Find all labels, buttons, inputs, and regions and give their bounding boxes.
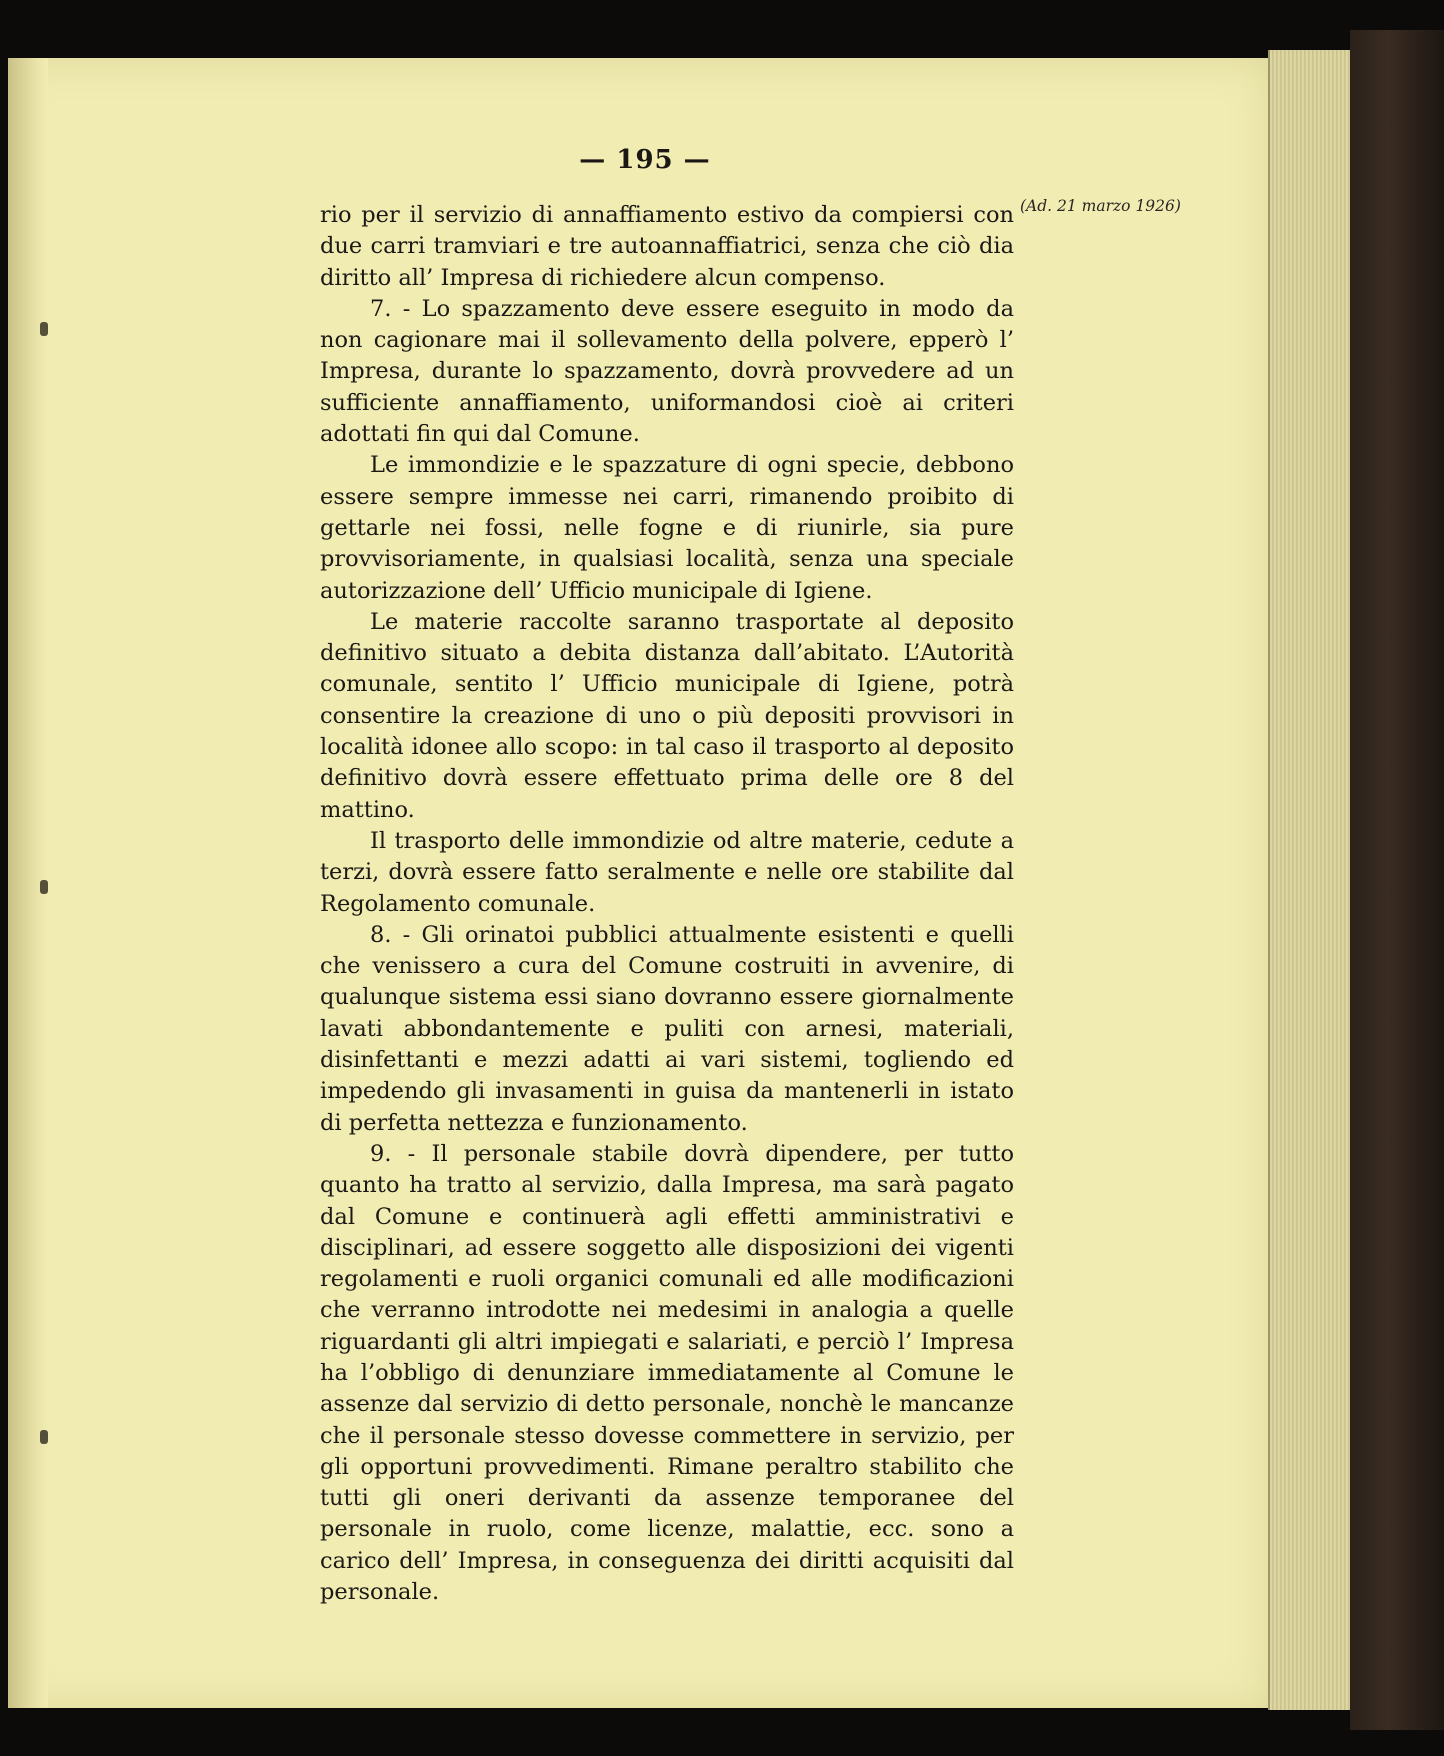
binding-thread-mark (40, 1430, 48, 1444)
margin-note-date: (Ad. 21 marzo 1926) (1020, 197, 1181, 215)
page-edges (1268, 50, 1352, 1710)
binding-thread-mark (40, 880, 48, 894)
page-number: — 195 — (579, 145, 711, 175)
book-cover (1350, 30, 1444, 1730)
binding-thread-mark (40, 322, 48, 336)
paragraph-1: rio per il servizio di annaffiamento estivo da compiersi con due carri tramviari e tre autoannaffiatrici, senza che ciò dia diritto all’ Impresa di richiedere alcun compenso. (320, 202, 1014, 291)
paragraph-article-8: 8. - Gli orinatoi pubblici attualmente esistenti e quelli che venissero a cura del Comune costruiti in avvenire, di qualunque sistema essi siano dovranno essere giornalmente lavati abbondantemente e puliti con arnesi, materiali, disinfettanti e mezzi adatti ai vari sistemi, togliendo ed impedendo gli invasamenti in guisa da mantenerli in istato di perfetta nettezza e funzionamento. (320, 921, 1014, 1136)
paragraph-5: Il trasporto delle immondizie od altre materie, cedute a terzi, dovrà essere fatto seralmente e nelle ore stabilite dal Regolamento comunale. (320, 827, 1014, 917)
paragraph-article-7: 7. - Lo spazzamento deve essere eseguito in modo da non cagionare mai il sollevamento della polvere, epperò l’ Impresa, durante lo spazzamento, dovrà provvedere ad un sufficiente annaffiamento, uniformandosi cioè ai criteri adottati fin qui dal Comune. (320, 295, 1014, 448)
paragraph-3: Le immondizie e le spazzature di ogni specie, debbono essere sempre immesse nei carri, rimanendo proibito di gettarle nei fossi, nelle fogne e di riunirle, sia pure provvisoriamente, in qualsiasi località, senza una speciale autorizzazione dell’ Ufficio municipale di Igiene. (320, 452, 1014, 604)
paragraph-4: Le materie raccolte saranno trasportate al deposito definitivo situato a debita distanza dall’abitato. L’Autorità comunale, sentito l’ Ufficio municipale di Igiene, potrà consentire la creazione di uno o più depositi provvisori in località idonee allo scopo: in tal caso il trasporto al deposito definitivo dovrà essere effettuato prima delle ore 8 del mattino. (320, 608, 1014, 823)
paragraph-article-9: 9. - Il personale stabile dovrà dipendere, per tutto quanto ha tratto al servizio, dalla Impresa, ma sarà pagato dal Comune e continuerà agli effetti amministrativi e disciplinari, ad essere soggetto alle disposizioni dei vigenti regolamenti e ruoli organici comunali ed alle modificazioni che verranno introdotte nei medesimi in analogia a quelle riguardanti gli altri impiegati e salariati, e perciò l’ Impresa ha l’obbligo di denunziare immediatamente al Comune le assenze dal servizio di detto personale, nonchè le mancanze che il personale stesso dovesse commettere in servizio, per gli opportuni provvedimenti. Rimane peraltro stabilito che tutti gli oneri derivanti da assenze temporanee del personale in ruolo, come licenze, malattie, ecc. sono a carico dell’ Impresa, in conseguenza dei diritti acquisiti dal personale. (320, 1140, 1014, 1606)
body-text (320, 200, 1014, 1608)
